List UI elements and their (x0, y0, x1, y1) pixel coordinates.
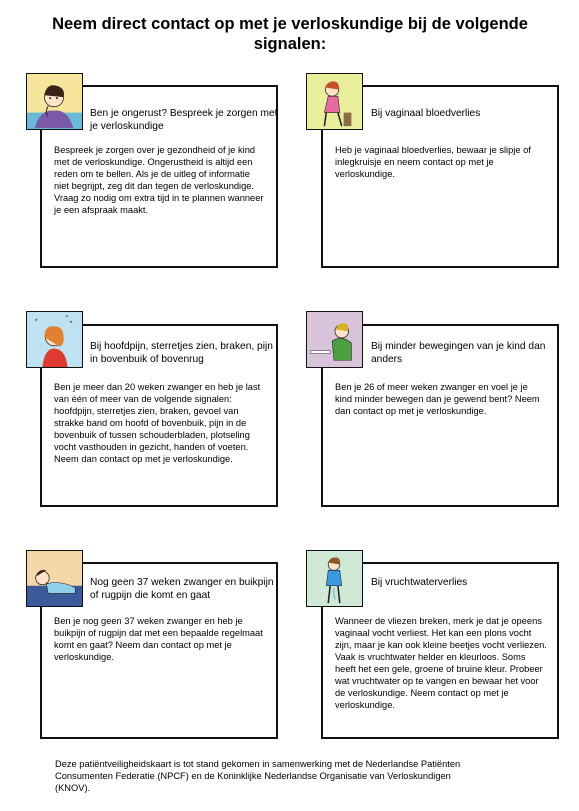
movement-illustration (306, 311, 363, 368)
card-body: Wanneer de vliezen breken, merk je dat je opeens vaginaal vocht verliest. Het kan een plons vocht zijn, maar je kan ook kleine beetjes vocht verliezen. Vaak is vruchtwater helder en kleurloos. Soms heeft het een gele, groene of bruine kleur. Probeer wat vruchtwater op te vangen en bewaar het voor de verloskundige. Neem contact op met je verloskundige. (335, 616, 547, 710)
card-body: Ben je meer dan 20 weken zwanger en heb je last van één of meer van de volgende signalen: hoofdpijn, sterretjes zien, braken, gevoel van strakke band om hoofd of bovenbuik, pijn in de bovenbuik of tussen schouderbladen, plotseling vocht vasthouden in gezicht, handen of voeten. Neem dan contact op met je verloskundige. (54, 382, 261, 464)
pain-illustration (26, 550, 83, 607)
headache-illustration (26, 311, 83, 368)
card-body: Bespreek je zorgen over je gezondheid of je kind met de verloskundige. Ongerustheid is altijd een reden om te bellen. Als je de uitleg of informatie niet begrijpt, zeg dit dan tegen de verloskundige. Vraag zo nodig om extra tijd in te plannen wanneer je een afspraak maakt. (54, 145, 264, 215)
bleeding-illustration (306, 73, 363, 130)
card-heading: Nog geen 37 weken zwanger en buikpijn of rugpijn die komt en gaat (90, 577, 274, 601)
waterbreak-illustration (306, 550, 363, 607)
svg-text:*: * (65, 314, 69, 322)
card-heading: Bij vruchtwaterverlies (371, 577, 468, 588)
card-heading: Bij minder bewegingen van je kind dan anders (371, 341, 546, 365)
page-title: Neem direct contact op met je verloskundige bij de volgende signalen: (52, 15, 528, 53)
card-heading: Bij hoofdpijn, sterretjes zien, braken, pijn in bovenbuik of bovenrug (90, 341, 273, 365)
card-heading: Ben je ongerust? Bespreek je zorgen met je verloskundige (90, 108, 278, 132)
card-body: Ben je 26 of meer weken zwanger en voel je je kind minder bewegen dan je gewend bent? Neem dan contact op met je verloskundige. (335, 382, 540, 416)
svg-text:*: * (34, 316, 38, 326)
svg-text:*: * (69, 318, 73, 328)
card-body: Heb je vaginaal bloedverlies, bewaar je slipje of inlegkruisje en neem contact op met je verloskundige. (335, 145, 531, 179)
card-heading: Bij vaginaal bloedverlies (371, 108, 481, 119)
card-body: Ben je nog geen 37 weken zwanger en heb je buikpijn of rugpijn dat met een bepaalde regelmaat komt en gaat? Neem dan contact op met je verloskundige. (54, 616, 263, 662)
footer-note: Deze patiëntveiligheidskaart is tot stand gekomen in samenwerking met de Nederlandse Patiënten Consumenten Federatie (NPCF) en de Koninklijke Nederlandse Organisatie van Verloskundigen (KNOV). (55, 759, 461, 793)
worried-woman-illustration (26, 73, 83, 130)
